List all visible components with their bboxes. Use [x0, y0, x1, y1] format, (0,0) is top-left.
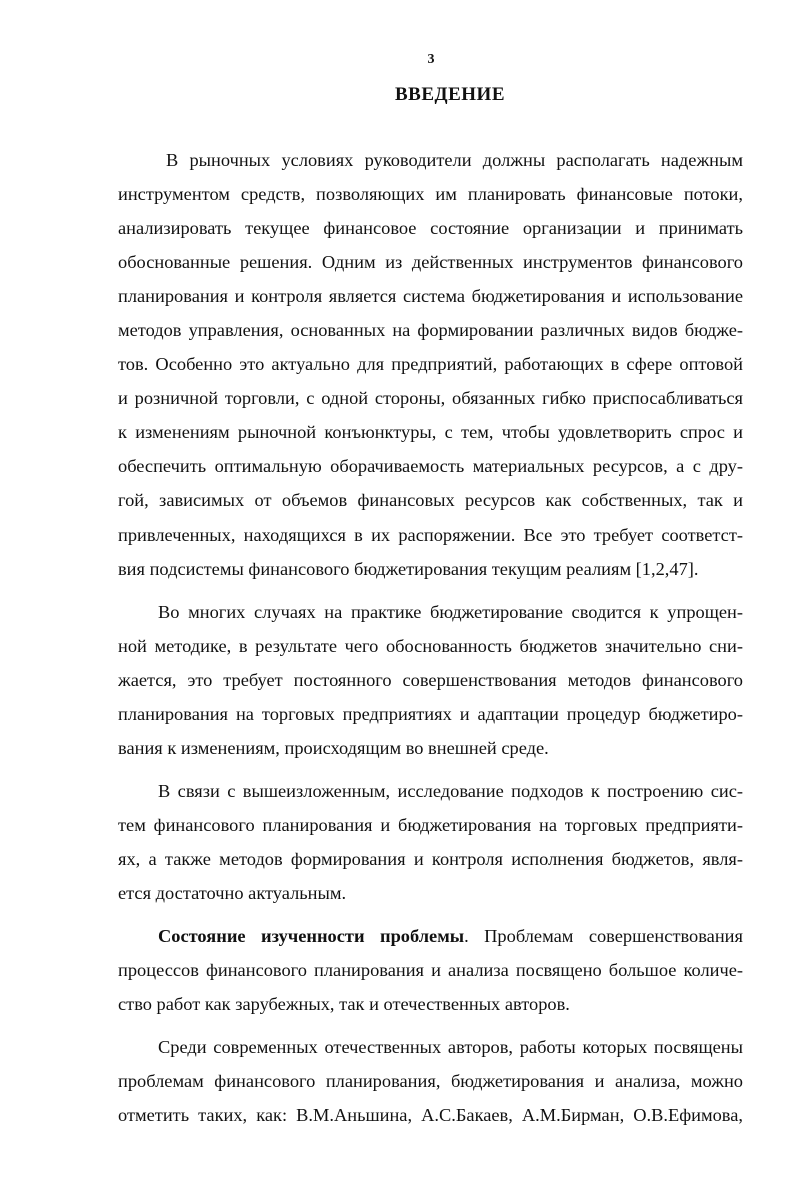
paragraph-1-line: методов управления, основанных на формировании различных видов бюдже-: [118, 320, 743, 341]
paragraph-3-line: ях, а также методов формирования и контроля исполнения бюджетов, явля-: [118, 848, 743, 869]
paragraph-2-line: Во многих случаях на практике бюджетирование сводится к упрощен-: [158, 601, 743, 622]
paragraph-4-line: ство работ как зарубежных, так и отечественных авторов.: [118, 994, 570, 1015]
paragraph-1-line: обоснованные решения. Одним из действенных инструментов финансового: [118, 252, 743, 273]
paragraph-1-line: инструментом средств, позволяющих им планировать финансовые потоки,: [118, 184, 743, 205]
paragraph-1-line: к изменениям рыночной конъюнктуры, с тем, чтобы удовлетворить спрос и: [118, 422, 743, 443]
paragraph-1-line: вия подсистемы финансового бюджетирования текущим реалиям [1,2,47].: [118, 558, 699, 579]
paragraph-3-line: В связи с вышеизложенным, исследование подходов к построению сис-: [158, 780, 743, 801]
paragraph-2-line: вания к изменениям, происходящим во внешней среде.: [118, 737, 549, 758]
paragraph-4-line: процессов финансового планирования и анализа посвящено большое количе-: [118, 960, 743, 981]
page-title: ВВЕДЕНИЕ: [395, 84, 505, 105]
paragraph-1-line: В рыночных условиях руководители должны располагать надежным: [166, 150, 743, 170]
paragraph-1-line: тов. Особенно это актуально для предприятий, работающих в сфере оптовой: [118, 354, 743, 375]
paragraph-1-line: и розничной торговли, с одной стороны, обязанных гибко приспосабливаться: [118, 388, 743, 409]
paragraph-5-line: Среди современных отечественных авторов, работы которых посвящены: [158, 1037, 743, 1058]
paragraph-3-line: ется достаточно актуальным.: [118, 882, 347, 903]
paragraph-2-line: жается, это требует постоянного совершенствования методов финансового: [118, 669, 743, 690]
body-text: [118, 143, 743, 1132]
paragraph-2-line: ной методике, в результате чего обоснованность бюджетов значительно сни-: [118, 635, 743, 656]
paragraph-3-line: тем финансового планирования и бюджетирования на торговых предприяти-: [118, 814, 743, 835]
page-number: 3: [427, 52, 435, 67]
paragraph-5-line: отметить таких, как: В.М.Аньшина, А.С.Бакаев, А.М.Бирман, О.В.Ефимова,: [118, 1105, 743, 1126]
section-heading-inline: Состояние изученности проблемы: [158, 926, 465, 947]
paragraph-1-line: гой, зависимых от объемов финансовых ресурсов как собственных, так и: [118, 490, 743, 511]
paragraph-1-line: планирования и контроля является система бюджетирования и использование: [118, 286, 743, 307]
paragraph-2-line: планирования на торговых предприятиях и адаптации процедур бюджетиро-: [118, 703, 743, 724]
paragraph-1-line: анализировать текущее финансовое состояние организации и принимать: [118, 218, 743, 239]
paragraph-4-lead-rest: . Проблемам совершенствования: [464, 926, 743, 947]
paragraph-4-line: [118, 919, 743, 953]
paragraph-1-line: обеспечить оптимальную оборачиваемость материальных ресурсов, а с дру-: [118, 456, 743, 477]
paragraph-1-line: привлеченных, находящихся в их распоряжении. Все это требует соответст-: [118, 524, 743, 545]
paragraph-5-line: проблемам финансового планирования, бюджетирования и анализа, можно: [118, 1071, 743, 1092]
